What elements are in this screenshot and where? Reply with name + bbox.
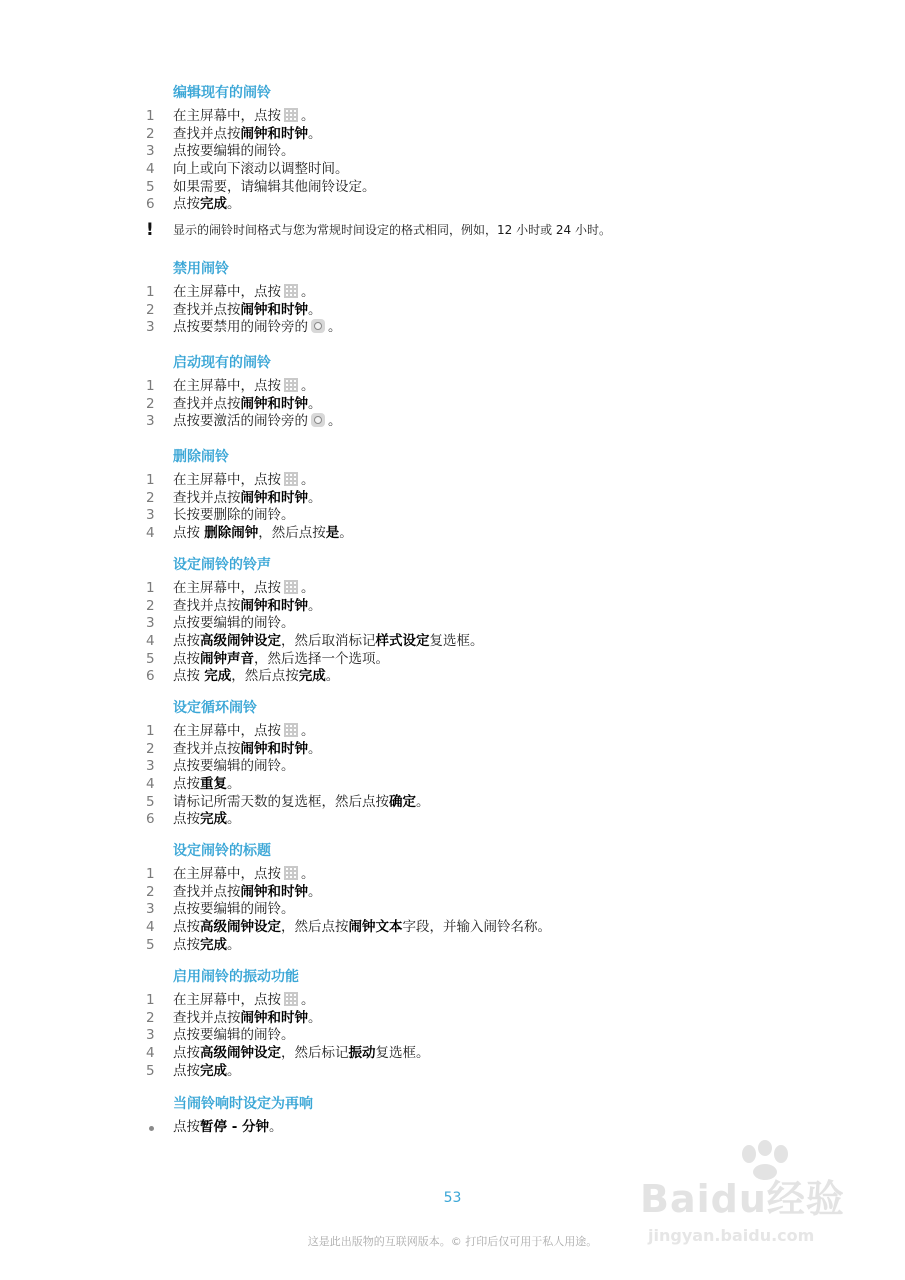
ui-term: 暂停 - 分钟 — [200, 1119, 270, 1135]
step-text: 点按 — [173, 633, 200, 650]
alarm-icon — [311, 413, 325, 427]
step-number: 3 — [146, 507, 155, 524]
ui-term: 完成 — [200, 1062, 227, 1079]
step-item — [146, 196, 846, 214]
step-number: 5 — [146, 650, 155, 667]
step-number: 1 — [146, 108, 155, 124]
step-item — [146, 723, 846, 741]
ui-term: 是 — [325, 525, 340, 542]
step-number: 4 — [146, 1045, 155, 1062]
section-alarm-vibration — [146, 968, 846, 1080]
step-item — [146, 1027, 846, 1045]
step-text: 查找并点按 — [173, 395, 241, 412]
step-item — [146, 525, 846, 543]
step-number: 3 — [146, 143, 155, 160]
step-text: 点按 — [173, 668, 205, 685]
step-item — [146, 633, 846, 651]
step-text: 在主屏幕中，点按 — [173, 580, 281, 596]
ui-term: 闹钟和时钟 — [240, 395, 308, 412]
section-title: 设定循环闹铃 — [173, 700, 257, 716]
grid-icon — [284, 866, 298, 880]
step-number: 4 — [146, 776, 155, 793]
step-text: 。 — [301, 472, 315, 488]
step-item — [146, 866, 846, 884]
ui-term: 样式设定 — [375, 633, 430, 650]
step-text: 。 — [301, 992, 315, 1008]
step-text: 点按要激活的闹铃旁的 — [173, 413, 308, 430]
step-text: 。 — [301, 108, 315, 124]
step-text: 。 — [227, 1062, 241, 1079]
step-number: 3 — [146, 758, 155, 775]
step-text: 点按 — [173, 1119, 200, 1135]
section-disable-alarm — [146, 260, 846, 337]
section-title: 删除闹铃 — [173, 449, 229, 465]
step-text: ，然后点按 — [231, 668, 299, 685]
step-text: 查找并点按 — [173, 301, 241, 318]
step-number: 6 — [146, 811, 155, 828]
step-list — [146, 866, 846, 954]
step-item — [146, 615, 846, 633]
step-item — [146, 126, 846, 144]
section-title: 启用闹铃的振动功能 — [173, 969, 299, 985]
step-text: 。 — [325, 668, 340, 685]
step-item — [146, 758, 846, 776]
step-item — [146, 490, 846, 508]
step-item — [146, 1045, 846, 1063]
step-number: 5 — [146, 1062, 155, 1079]
step-item — [146, 901, 846, 919]
ui-term: 重复 — [200, 776, 227, 793]
section-alarm-title — [146, 842, 846, 954]
step-text: 点按要编辑的闹铃。 — [173, 758, 295, 775]
ui-term: 高级闹钟设定 — [200, 919, 281, 936]
ui-term: 完成 — [204, 668, 232, 685]
step-item — [146, 413, 846, 431]
step-item — [146, 108, 846, 126]
step-number: 6 — [146, 196, 155, 213]
grid-icon — [284, 108, 298, 122]
step-number: 4 — [146, 919, 155, 936]
ui-term: 删除闹钟 — [204, 525, 259, 542]
step-text: ，然后取消标记 — [281, 633, 376, 650]
step-list — [146, 378, 846, 431]
step-text: 点按要编辑的闹铃。 — [173, 143, 295, 160]
step-text: ，然后标记 — [281, 1045, 349, 1062]
step-number: 4 — [146, 525, 155, 542]
step-text: 点按要禁用的闹铃旁的 — [173, 319, 308, 336]
step-text: 。 — [308, 883, 322, 900]
exclamation-icon: ! — [146, 220, 154, 240]
step-number: 5 — [146, 936, 155, 953]
step-text: 点按要编辑的闹铃。 — [173, 615, 295, 632]
grid-icon — [284, 472, 298, 486]
step-text: ，然后选择一个选项。 — [254, 650, 389, 667]
step-text: 。 — [308, 740, 322, 757]
step-item — [146, 598, 846, 616]
step-text: 点按 — [173, 196, 200, 213]
grid-icon — [284, 723, 298, 737]
step-text: 。 — [308, 395, 322, 412]
step-item — [146, 776, 846, 794]
ui-term: 振动 — [348, 1045, 376, 1062]
step-text: 点按 — [173, 525, 205, 542]
section-title: 编辑现有的闹铃 — [173, 85, 271, 101]
ui-term: 完成 — [298, 668, 326, 685]
step-text: 查找并点按 — [173, 883, 241, 900]
step-number: 3 — [146, 1027, 155, 1044]
section-title: 当闹铃响时设定为再响 — [173, 1096, 313, 1112]
step-item — [146, 580, 846, 598]
step-number: 2 — [146, 1009, 155, 1026]
ui-term: 闹钟和时钟 — [240, 1009, 308, 1026]
step-item — [146, 741, 846, 759]
step-text: 。 — [339, 525, 353, 542]
step-number: 1 — [146, 472, 155, 488]
step-number: 2 — [146, 883, 155, 900]
page-number: 53 — [443, 1190, 462, 1206]
step-text: ，然后点按 — [258, 525, 326, 542]
section-alarm-ringtone — [146, 556, 846, 686]
step-list — [146, 108, 846, 214]
step-text: 。 — [301, 866, 315, 882]
step-text: 查找并点按 — [173, 597, 241, 614]
step-text: 。 — [301, 284, 315, 300]
ui-term: 闹钟声音 — [200, 650, 254, 667]
step-number: 2 — [146, 301, 155, 318]
section-snooze — [146, 1095, 846, 1137]
step-text: 在主屏幕中，点按 — [173, 472, 281, 488]
step-number: 2 — [146, 125, 155, 142]
step-number: 3 — [146, 901, 155, 918]
step-text: 点按 — [173, 811, 200, 828]
step-text: 。 — [301, 580, 315, 596]
step-item — [146, 378, 846, 396]
step-number: 3 — [146, 413, 155, 430]
step-number: 2 — [146, 489, 155, 506]
step-number: 1 — [146, 866, 155, 882]
step-item — [146, 937, 846, 955]
step-text: 在主屏幕中，点按 — [173, 378, 281, 394]
step-text: 向上或向下滚动以调整时间。 — [173, 161, 349, 178]
watermark-url: jingyan.baidu.com — [648, 1226, 815, 1245]
step-number: 4 — [146, 161, 155, 178]
ui-term: 闹钟和时钟 — [240, 883, 308, 900]
step-text: 。 — [308, 125, 322, 142]
step-item — [146, 1063, 846, 1081]
step-text: 点按 — [173, 936, 200, 953]
step-text: 。 — [308, 1009, 322, 1026]
step-text: 查找并点按 — [173, 489, 241, 506]
step-text: 复选框。 — [429, 633, 484, 650]
step-number: 5 — [146, 178, 155, 195]
step-list — [146, 723, 846, 829]
step-text: 。 — [227, 776, 241, 793]
grid-icon — [284, 284, 298, 298]
ui-term: 闹钟文本 — [348, 919, 403, 936]
step-number: 1 — [146, 992, 155, 1008]
step-item — [146, 396, 846, 414]
alarm-icon — [311, 319, 325, 333]
step-text: 点按 — [173, 1045, 200, 1062]
bullet-item — [146, 1119, 846, 1137]
ui-term: 完成 — [200, 196, 227, 213]
step-text: 在主屏幕中，点按 — [173, 723, 281, 739]
step-text: 。 — [416, 793, 430, 810]
step-list — [146, 472, 846, 543]
step-number: 3 — [146, 615, 155, 632]
section-title: 禁用闹铃 — [173, 261, 229, 277]
ui-term: 闹钟和时钟 — [240, 125, 308, 142]
ui-term: 完成 — [200, 936, 227, 953]
step-item — [146, 319, 846, 337]
step-text: 复选框。 — [375, 1045, 430, 1062]
step-list — [146, 992, 846, 1080]
step-number: 1 — [146, 378, 155, 394]
step-text: 请标记所需天数的复选框，然后点按 — [173, 793, 389, 810]
step-item — [146, 992, 846, 1010]
ui-term: 高级闹钟设定 — [200, 1045, 281, 1062]
bullet-icon — [149, 1126, 154, 1131]
ui-term: 高级闹钟设定 — [200, 633, 281, 650]
step-number: 3 — [146, 319, 155, 336]
ui-term: 完成 — [200, 811, 227, 828]
step-text: 点按 — [173, 776, 200, 793]
step-list — [146, 580, 846, 686]
ui-term: 闹钟和时钟 — [240, 301, 308, 318]
step-text: 。 — [308, 489, 322, 506]
section-title: 设定闹铃的铃声 — [173, 557, 271, 573]
step-text: 。 — [269, 1119, 283, 1135]
step-number: 2 — [146, 597, 155, 614]
section-title: 启动现有的闹铃 — [173, 355, 271, 371]
note — [146, 220, 866, 240]
ui-term: 闹钟和时钟 — [240, 740, 308, 757]
step-text: 查找并点按 — [173, 740, 241, 757]
step-text: 长按要删除的闹铃。 — [173, 507, 295, 524]
step-text: ，然后点按 — [281, 919, 349, 936]
grid-icon — [284, 580, 298, 594]
step-text: 在主屏幕中，点按 — [173, 866, 281, 882]
step-text: 查找并点按 — [173, 1009, 241, 1026]
footer-notice: 这是此出版物的互联网版本。© 打印后仅可用于私人用途。 — [307, 1235, 598, 1248]
section-recurring-alarm — [146, 699, 846, 829]
step-text: 点按要编辑的闹铃。 — [173, 1027, 295, 1044]
step-text: 。 — [308, 301, 322, 318]
step-item — [146, 507, 846, 525]
step-item — [146, 472, 846, 490]
step-number: 4 — [146, 633, 155, 650]
ui-term: 确定 — [389, 793, 416, 810]
step-text: 点按 — [173, 1062, 200, 1079]
section-edit-alarm — [146, 84, 846, 214]
ui-term: 闹钟和时钟 — [240, 489, 308, 506]
step-item — [146, 668, 846, 686]
step-item — [146, 284, 846, 302]
step-text: 如果需要，请编辑其他闹铃设定。 — [173, 178, 376, 195]
step-text: 。 — [328, 413, 342, 430]
step-number: 5 — [146, 793, 155, 810]
step-text: 。 — [301, 378, 315, 394]
step-number: 1 — [146, 723, 155, 739]
step-item — [146, 651, 846, 669]
step-item — [146, 919, 846, 937]
grid-icon — [284, 378, 298, 392]
step-text: 在主屏幕中，点按 — [173, 108, 281, 124]
step-number: 6 — [146, 668, 155, 685]
step-text: 。 — [227, 196, 241, 213]
step-number: 2 — [146, 740, 155, 757]
grid-icon — [284, 992, 298, 1006]
step-text: 点按要编辑的闹铃。 — [173, 901, 295, 918]
step-number: 2 — [146, 395, 155, 412]
note-text: 显示的闹铃时间格式与您为常规时间设定的格式相同，例如，12 小时或 24 小时。 — [173, 223, 611, 237]
step-item — [146, 179, 846, 197]
section-delete-alarm — [146, 448, 846, 543]
step-item — [146, 794, 846, 812]
step-text: 点按 — [173, 919, 200, 936]
step-item — [146, 1010, 846, 1028]
ui-term: 闹钟和时钟 — [240, 597, 308, 614]
step-text: 查找并点按 — [173, 125, 241, 142]
step-item — [146, 143, 846, 161]
section-title: 设定闹铃的标题 — [173, 843, 271, 859]
step-item — [146, 302, 846, 320]
step-text: 在主屏幕中，点按 — [173, 284, 281, 300]
step-item — [146, 811, 846, 829]
step-text: 。 — [227, 936, 241, 953]
step-list — [146, 284, 846, 337]
step-text: 在主屏幕中，点按 — [173, 992, 281, 1008]
step-text: 。 — [227, 811, 241, 828]
bullet-list — [146, 1119, 846, 1137]
step-number: 1 — [146, 284, 155, 300]
section-enable-alarm — [146, 354, 846, 431]
step-text: 。 — [328, 319, 342, 336]
step-item — [146, 161, 846, 179]
step-number: 1 — [146, 580, 155, 596]
step-text: 。 — [301, 723, 315, 739]
step-text: 。 — [308, 597, 322, 614]
step-text: 字段，并输入闹铃名称。 — [402, 919, 551, 936]
watermark-logo-text: Baidu经验 — [640, 1177, 845, 1221]
step-item — [146, 884, 846, 902]
step-text: 点按 — [173, 650, 200, 667]
